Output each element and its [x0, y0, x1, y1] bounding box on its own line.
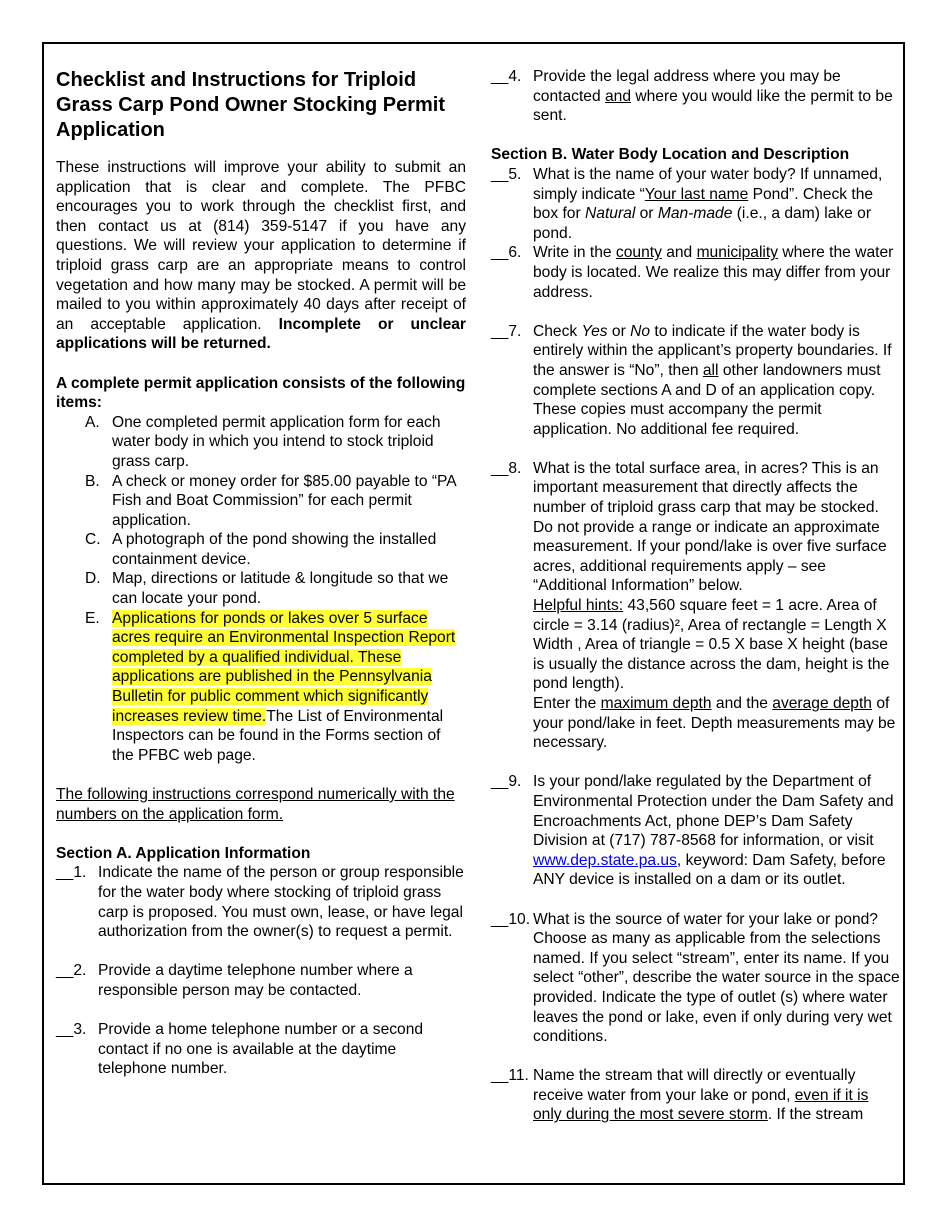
- instruction-7: [491, 322, 901, 440]
- underlined-text: even if it is only during the most severe storm: [533, 1086, 869, 1124]
- checkbox-blank: __6.: [491, 244, 522, 262]
- instruction-text: and the: [711, 695, 773, 712]
- instruction-4: [491, 67, 901, 126]
- instruction-text: other landowners must complete sections A and D of an application copy. These copies must accompany the permit application. No additional fee required.: [533, 361, 881, 438]
- requirements-list: [56, 413, 466, 766]
- instruction-text: Enter the: [533, 695, 601, 712]
- underlined-text: county: [615, 244, 662, 262]
- checkbox-blank: __7.: [491, 322, 522, 340]
- instruction-text: What is the name of your water body? If unnamed, simply indicate “: [533, 165, 883, 203]
- instruction-text: . If the stream: [767, 1106, 864, 1124]
- instruction-text: What is the source of water for your lake or pond? Choose as many as applicable from the selections named. If you select “stream”, enter its name. If you select “other”, describe the water source in the space provided. Indicate the type of outlet (s) where water leaves the pond or lake, even if only during very wet conditions.: [533, 910, 900, 1046]
- section-a-heading: Section A. Application Information: [56, 844, 311, 862]
- requirement-text: A photograph of the pond showing the installed containment device.: [112, 531, 437, 568]
- dep-website-link[interactable]: www.dep.state.pa.us: [533, 851, 677, 869]
- intro-text: These instructions will improve your ability to submit an application that is clear and complete. The PFBC encourages you to work through the checklist first, and then contact us at (814) 359-5147 if you have any questions. We will review your application to determine if triploid grass carp are an appropriate means to control vegetation and how many may be stocked. A permit will be mailed to you within approximately 40 days after receipt of an acceptable application.: [56, 159, 466, 333]
- underlined-text: municipality: [696, 244, 779, 262]
- requirement-text: One completed permit application form for each water body in which you intend to stock triploid grass carp.: [112, 413, 441, 470]
- underlined-text: maximum depth: [600, 695, 712, 712]
- left-column: [56, 68, 466, 1079]
- instruction-5: [491, 165, 901, 243]
- highlighted-notice: Applications for ponds or lakes over 5 surface acres require an Environmental Inspection Report completed by a qualified individual. These applications are published in the Pennsylvania Bulletin for public comment which significantly increases review time.: [112, 609, 456, 725]
- instruction-text: and: [661, 244, 697, 262]
- instruction-text: Indicate the name of the person or group responsible for the water body where stocking of triploid grass carp is proposed. You must own, lease, or have legal authorization from the owner(s) to request a permit.: [98, 864, 464, 941]
- instruction-text: or: [635, 205, 658, 223]
- underlined-text: and: [604, 87, 631, 105]
- requirement-letter: C.: [85, 531, 101, 549]
- instruction-text: (i.e., a dam) lake or pond.: [533, 205, 872, 242]
- requirement-e: [56, 609, 466, 766]
- checkbox-blank: __8.: [491, 459, 522, 477]
- numbering-note-text: The following instructions correspond numerically with the numbers on the application form.: [56, 786, 455, 823]
- requirement-text: Map, directions or latitude & longitude so that we can locate your pond.: [112, 570, 449, 608]
- helpful-hints-label: Helpful hints:: [533, 597, 624, 615]
- instruction-3: [56, 1020, 466, 1079]
- checkbox-blank: __9.: [491, 773, 522, 791]
- requirement-a: [56, 413, 466, 472]
- requirement-letter: D.: [85, 570, 101, 588]
- instruction-text: 43,560 square feet = 1 acre. Area of circle = 3.14 (radius)², Area of rectangle = Length X Width , Area of triangle = 0.5 X base X height (base is usually the distance across the dam, height is the pond length).: [533, 597, 890, 693]
- requirement-letter: E.: [85, 609, 100, 627]
- instruction-text: Write in the: [533, 244, 616, 262]
- italic-text: Natural: [585, 205, 636, 223]
- checkbox-blank: __5.: [491, 165, 522, 183]
- instruction-6: [491, 243, 901, 302]
- underlined-text: Your last name: [644, 185, 749, 203]
- instruction-text: Provide a daytime telephone number where a responsible person may be contacted.: [98, 962, 413, 999]
- requirement-d: [56, 569, 466, 608]
- instruction-11: [491, 1066, 901, 1125]
- checkbox-blank: __10.: [491, 910, 531, 928]
- instruction-text: where the water body is located. We realize this may differ from your address.: [533, 244, 894, 301]
- intro-warning: Incomplete or unclear applications will be returned.: [56, 315, 466, 353]
- instruction-text: Is your pond/lake regulated by the Department of Environmental Protection under the Dam Safety and Encroachments Act, phone DEP’s Dam Safety Division at (717) 787-8568 for information, or visit: [533, 773, 894, 850]
- intro-paragraph: [56, 158, 466, 354]
- requirement-text: The List of Environmental Inspectors can be found in the Forms section of the PFBC web page.: [112, 707, 444, 764]
- requirement-b: [56, 472, 466, 531]
- instruction-8: [491, 459, 901, 753]
- underlined-text: all: [702, 361, 719, 379]
- instruction-text: Provide the legal address where you may be contacted: [533, 68, 841, 105]
- instruction-9: [491, 772, 901, 890]
- instruction-1: [56, 863, 466, 941]
- instruction-text: Pond”. Check the box for: [533, 185, 874, 223]
- instruction-text: Name the stream that will directly or eventually receive water from your lake or pond,: [533, 1067, 856, 1104]
- instruction-text: where you would like the permit to be sent.: [533, 87, 893, 125]
- instruction-text: Check: [533, 322, 582, 340]
- instruction-2: [56, 961, 466, 1000]
- checkbox-blank: __3.: [56, 1021, 87, 1039]
- numbering-note: [56, 785, 466, 824]
- page-title: Checklist and Instructions for Triploid Grass Carp Pond Owner Stocking Permit Application: [56, 69, 445, 141]
- instruction-10: [491, 910, 901, 1047]
- requirement-c: [56, 530, 466, 569]
- section-b-heading: Section B. Water Body Location and Description: [491, 146, 850, 164]
- checkbox-blank: __11.: [491, 1067, 529, 1085]
- requirement-letter: A.: [85, 413, 100, 431]
- requirement-letter: B.: [85, 472, 100, 490]
- instruction-text: What is the total surface area, in acres? This is an important measurement that directly affects the number of triploid grass carp that may be stocked. Do not provide a range or indicate an approximate measurement. If your pond/lake is over five surface acres, additional requirements apply – see “Additional Information” below.: [533, 459, 887, 595]
- right-column: [491, 67, 901, 1125]
- checkbox-blank: __2.: [56, 962, 87, 980]
- complete-application-heading: A complete permit application consists of the following items:: [56, 374, 466, 412]
- instruction-text: , keyword: Dam Safety, before ANY device is installed on a dam or its outlet.: [533, 851, 886, 889]
- instruction-text: to indicate if the water body is entirely within the applicant’s property boundaries. If the answer is “No”, then: [533, 322, 892, 379]
- requirement-text: A check or money order for $85.00 payable to “PA Fish and Boat Commission” for each permit application.: [112, 472, 456, 529]
- instruction-text: Provide a home telephone number or a second contact if no one is available at the daytime telephone number.: [98, 1021, 424, 1078]
- italic-text: Man-made: [657, 205, 733, 223]
- instruction-text: of your pond/lake in feet. Depth measurements may be necessary.: [533, 695, 896, 752]
- italic-text: Yes: [581, 322, 608, 340]
- italic-text: No: [630, 322, 651, 340]
- checkbox-blank: __1.: [56, 864, 87, 882]
- instruction-text: or: [607, 322, 631, 340]
- underlined-text: average depth: [772, 695, 872, 712]
- checkbox-blank: __4.: [491, 68, 522, 85]
